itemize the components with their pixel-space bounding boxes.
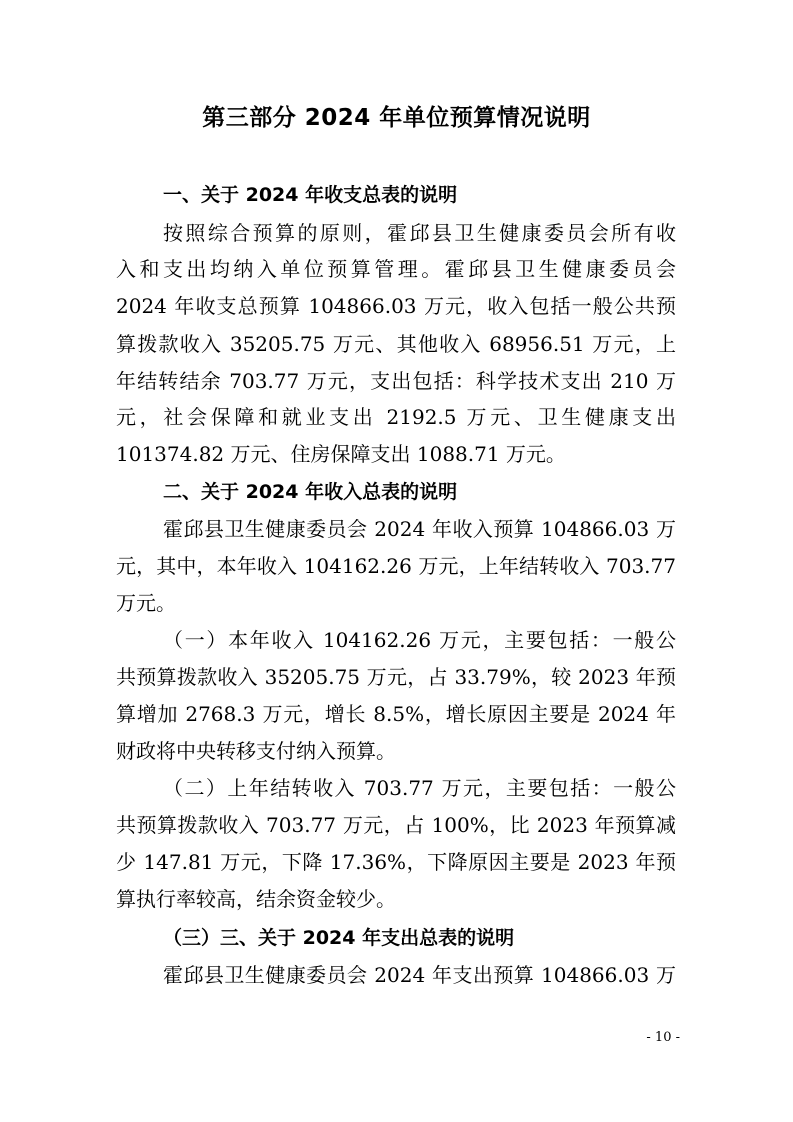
paragraph-line: 霍邱县卫生健康委员会 2024 年收入预算 104866.03 万 xyxy=(163,517,676,541)
paragraph-line: 2024 年收支总预算 104866.03 万元，收入包括一般公共预 xyxy=(116,294,676,318)
paragraph-line: 少 147.81 万元，下降 17.36%，下降原因主要是 2023 年预 xyxy=(116,850,676,874)
paragraph-line: 按照综合预算的原则，霍邱县卫生健康委员会所有收 xyxy=(163,221,676,245)
paragraph-line: 财政将中央转移支付纳入预算。 xyxy=(116,739,396,763)
paragraph-line: （一）本年收入 104162.26 万元，主要包括：一般公 xyxy=(163,628,676,652)
section-heading-1: 一、关于 2024 年收支总表的说明 xyxy=(163,184,458,206)
paragraph-line: 年结转结余 703.77 万元，支出包括：科学技术支出 210 万 xyxy=(116,369,676,393)
paragraph-line: 元，社会保障和就业支出 2192.5 万元、卫生健康支出 xyxy=(116,405,676,429)
section-heading-2: 二、关于 2024 年收入总表的说明 xyxy=(163,481,458,503)
page-title: 第三部分 2024 年单位预算情况说明 xyxy=(202,105,591,131)
paragraph-line: 算拨款收入 35205.75 万元、其他收入 68956.51 万元，上 xyxy=(116,332,676,356)
paragraph-line: （二）上年结转收入 703.77 万元，主要包括：一般公 xyxy=(163,776,676,800)
paragraph-line: 算执行率较高，结余资金较少。 xyxy=(116,887,396,911)
paragraph-line: 霍邱县卫生健康委员会 2024 年支出预算 104866.03 万 xyxy=(163,963,676,987)
paragraph-line: 元，其中，本年收入 104162.26 万元，上年结转收入 703.77 xyxy=(116,554,676,578)
page-number: - 10 - xyxy=(646,1030,680,1045)
paragraph-line: 101374.82 万元、住房保障支出 1088.71 万元。 xyxy=(116,442,566,466)
paragraph-line: 入和支出均纳入单位预算管理。霍邱县卫生健康委员会 xyxy=(116,257,676,281)
paragraph-line: 万元。 xyxy=(116,591,176,615)
paragraph-line: 共预算拨款收入 703.77 万元，占 100%，比 2023 年预算减 xyxy=(116,813,676,837)
section-heading-3: （三）三、关于 2024 年支出总表的说明 xyxy=(163,927,515,949)
paragraph-line: 算增加 2768.3 万元，增长 8.5%，增长原因主要是 2024 年 xyxy=(116,702,676,726)
paragraph-line: 共预算拨款收入 35205.75 万元，占 33.79%，较 2023 年预 xyxy=(116,665,676,689)
